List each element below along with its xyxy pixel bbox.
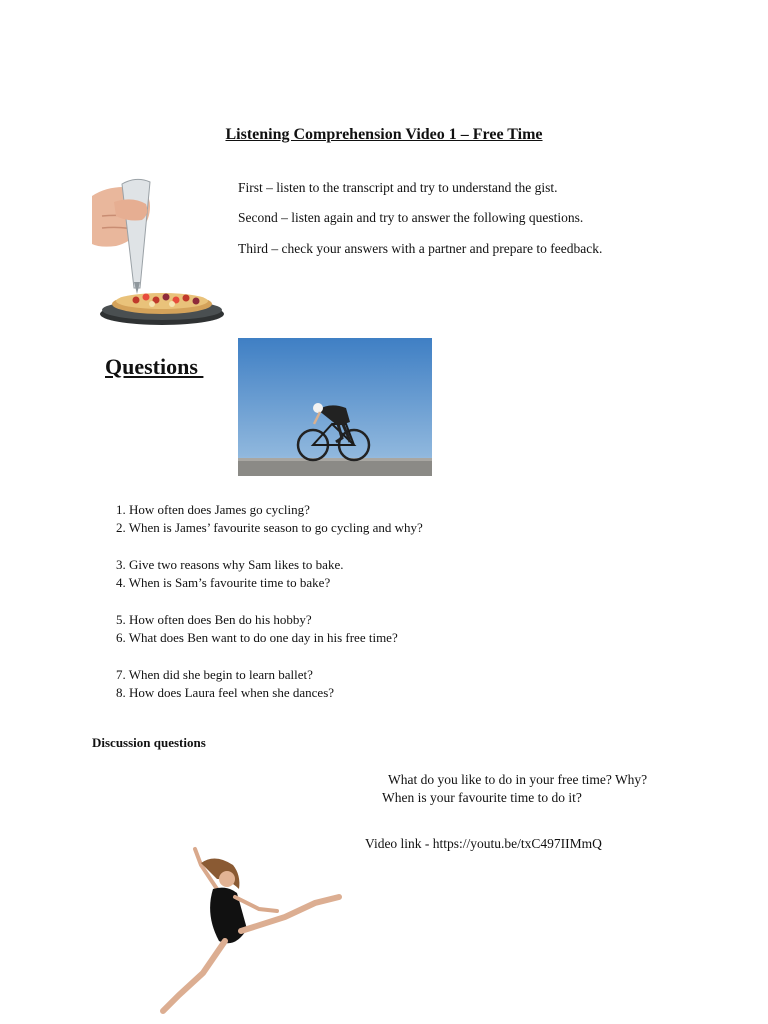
video-link[interactable]: Video link - https://youtu.be/txC497IIMmQ	[365, 836, 602, 851]
question-item: 7. When did she begin to learn ballet?	[116, 667, 313, 682]
question-item: 5. How often does Ben do his hobby?	[116, 612, 312, 627]
instruction-third: Third – check your answers with a partner and prepare to feedback.	[238, 241, 603, 256]
question-item: 8. How does Laura feel when she dances?	[116, 685, 335, 700]
questions-heading: Questions	[105, 354, 204, 379]
discussion-question: When is your favourite time to do it?	[382, 790, 582, 805]
dancer-image	[155, 845, 345, 1015]
page-title: Listening Comprehension Video 1 – Free Time	[225, 126, 543, 143]
discussion-question: What do you like to do in your free time? Why?	[388, 772, 648, 787]
question-item: 6. What does Ben want to do one day in his free time?	[116, 630, 398, 645]
question-item: 1. How often does James go cycling?	[116, 502, 310, 517]
question-item: 4. When is Sam’s favourite time to bake?	[116, 575, 331, 590]
discussion-heading: Discussion questions	[92, 735, 206, 750]
instruction-second: Second – listen again and try to answer the following questions.	[238, 210, 584, 225]
baking-image	[92, 176, 228, 328]
question-item: 2. When is James’ favourite season to go cycling and why?	[116, 520, 423, 535]
question-item: 3. Give two reasons why Sam likes to bake.	[116, 557, 344, 572]
instruction-first: First – listen to the transcript and try to understand the gist.	[238, 180, 558, 195]
cyclist-image	[238, 338, 432, 476]
